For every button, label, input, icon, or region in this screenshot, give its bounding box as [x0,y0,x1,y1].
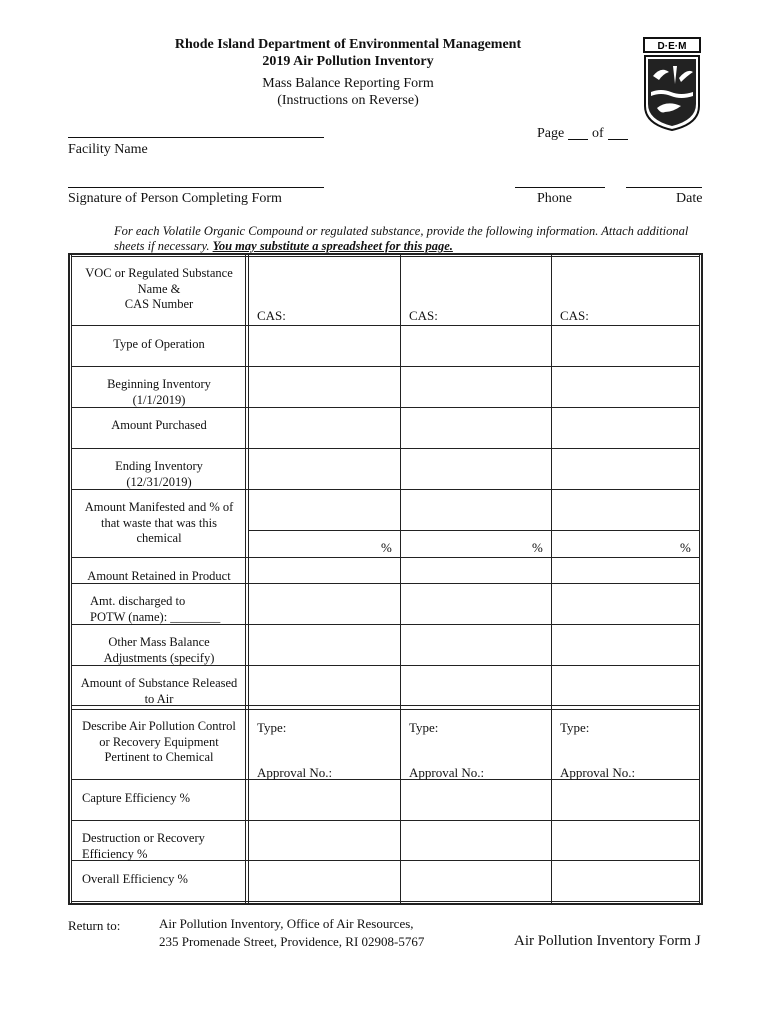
cas-label-col2: CAS: [409,308,438,323]
return-address-line1: Air Pollution Inventory, Office of Air Resources, [159,916,414,931]
instructions-line2-normal: sheets if necessary. [114,239,213,253]
row-potw-label: Amt. discharged to POTW (name): ________ [90,594,221,624]
return-to-label: Return to: [68,918,121,933]
row-purchased-label: Amount Purchased [111,418,207,432]
row-released-label: Amount of Substance Released to Air [80,676,238,706]
facility-name-label: Facility Name [68,142,148,157]
page-number-field[interactable] [568,139,588,140]
return-address-line2: 235 Promenade Street, Providence, RI 02908-5767 [159,934,425,949]
percent-col3: % [680,540,691,555]
form-title: Mass Balance Reporting Form [262,76,434,91]
approval-label-col3: Approval No.: [560,765,636,780]
of-label: of [592,126,604,141]
row-operation-label: Type of Operation [113,337,205,351]
signature-field[interactable] [68,187,324,188]
row-substance-label: VOC or Regulated Substance Name & CAS Number [85,266,233,311]
row-control-equipment-label: Describe Air Pollution Control or Recovery Equipment Pertinent to Chemical [82,719,236,764]
row-beginning-inventory-label: Beginning Inventory (1/1/2019) [107,377,211,407]
facility-name-field[interactable] [68,137,324,138]
type-label-col1: Type: [257,720,287,735]
page-total-field[interactable] [608,139,628,140]
type-label-col3: Type: [560,720,590,735]
percent-col1: % [381,540,392,555]
row-destruction-efficiency-label: Destruction or Recovery Efficiency % [82,831,205,861]
date-label: Date [676,191,703,206]
inventory-title: 2019 Air Pollution Inventory [262,54,434,69]
row-retained-label: Amount Retained in Product [87,569,231,583]
instructions-note: (Instructions on Reverse) [277,93,419,108]
row-capture-efficiency-label: Capture Efficiency % [82,791,191,805]
instructions-line2 [114,239,714,254]
cas-label-col1: CAS: [257,308,286,323]
approval-label-col2: Approval No.: [409,765,485,780]
row-manifested-label: Amount Manifested and % of that waste that was this chemical [84,500,234,545]
instructions-line2-bold: You may substitute a spreadsheet for this page. [212,239,453,253]
logo-text: D·E·M [657,41,687,52]
type-label-col2: Type: [409,720,439,735]
phone-field[interactable] [515,187,605,188]
percent-col2: % [532,540,543,555]
date-field[interactable] [626,187,702,188]
row-other-adjustments-label: Other Mass Balance Adjustments (specify) [103,635,215,665]
approval-label-col1: Approval No.: [257,765,333,780]
agency-title: Rhode Island Department of Environmental Management [174,37,522,52]
row-ending-inventory-label: Ending Inventory (12/31/2019) [115,459,203,489]
signature-label: Signature of Person Completing Form [68,191,282,206]
phone-label: Phone [537,191,572,206]
dem-logo [643,36,701,131]
cas-label-col3: CAS: [560,308,589,323]
form-identifier: Air Pollution Inventory Form J [514,933,701,949]
row-overall-efficiency-label: Overall Efficiency % [82,872,188,886]
instructions-line1: For each Volatile Organic Compound or regulated substance, provide the following information. Attach additional [114,224,689,238]
page-label: Page [537,126,565,141]
